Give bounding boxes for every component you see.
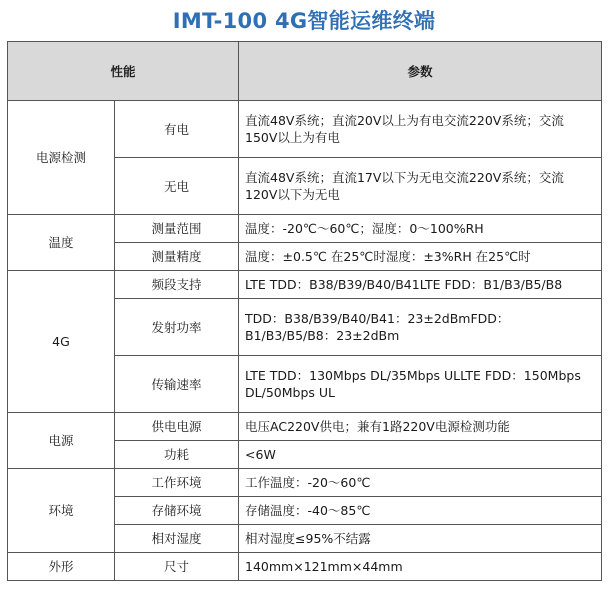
item-cell: 发射功率 xyxy=(115,299,239,356)
item-cell: 频段支持 xyxy=(115,271,239,299)
value-cell: 存储温度：-40～85℃ xyxy=(239,497,602,525)
value-cell: <6W xyxy=(239,441,602,469)
item-cell: 相对湿度 xyxy=(115,525,239,553)
item-cell: 工作环境 xyxy=(115,469,239,497)
item-cell: 存储环境 xyxy=(115,497,239,525)
category-cell: 温度 xyxy=(8,215,115,271)
item-cell: 功耗 xyxy=(115,441,239,469)
value-cell: 温度：±0.5℃ 在25℃时湿度：±3%RH 在25℃时 xyxy=(239,243,602,271)
item-cell: 有电 xyxy=(115,101,239,158)
table-row xyxy=(8,553,602,581)
item-cell: 传输速率 xyxy=(115,356,239,413)
table-row xyxy=(8,413,602,441)
category-cell: 环境 xyxy=(8,469,115,553)
value-cell: 工作温度：-20～60℃ xyxy=(239,469,602,497)
category-cell: 4G xyxy=(8,271,115,413)
table-row xyxy=(8,215,602,243)
value-cell: 温度：-20℃～60℃；湿度：0～100%RH xyxy=(239,215,602,243)
value-cell: 直流48V系统；直流20V以上为有电交流220V系统；交流150V以上为有电 xyxy=(239,101,602,158)
category-cell: 电源检测 xyxy=(8,101,115,215)
item-cell: 无电 xyxy=(115,158,239,215)
value-cell: 相对湿度≤95%不结露 xyxy=(239,525,602,553)
item-cell: 测量范围 xyxy=(115,215,239,243)
item-cell: 供电电源 xyxy=(115,413,239,441)
table-row xyxy=(8,101,602,158)
value-cell: 140mm×121mm×44mm xyxy=(239,553,602,581)
table-row xyxy=(8,469,602,497)
table-header-row xyxy=(8,42,602,101)
spec-table xyxy=(7,41,602,581)
category-cell: 电源 xyxy=(8,413,115,469)
header-performance: 性能 xyxy=(8,42,239,101)
value-cell: 直流48V系统；直流17V以下为无电交流220V系统；交流120V以下为无电 xyxy=(239,158,602,215)
header-parameters: 参数 xyxy=(239,42,602,101)
item-cell: 测量精度 xyxy=(115,243,239,271)
value-cell: LTE TDD：130Mbps DL/35Mbps ULLTE FDD：150Mbps DL/50Mbps UL xyxy=(239,356,602,413)
category-cell: 外形 xyxy=(8,553,115,581)
table-row xyxy=(8,271,602,299)
value-cell: TDD：B38/B39/B40/B41：23±2dBmFDD：B1/B3/B5/B8：23±2dBm xyxy=(239,299,602,356)
value-cell: 电压AC220V供电；兼有1路220V电源检测功能 xyxy=(239,413,602,441)
page-title: IMT-100 4G智能运维终端 xyxy=(172,9,436,33)
item-cell: 尺寸 xyxy=(115,553,239,581)
value-cell: LTE TDD：B38/B39/B40/B41LTE FDD：B1/B3/B5/B8 xyxy=(239,271,602,299)
